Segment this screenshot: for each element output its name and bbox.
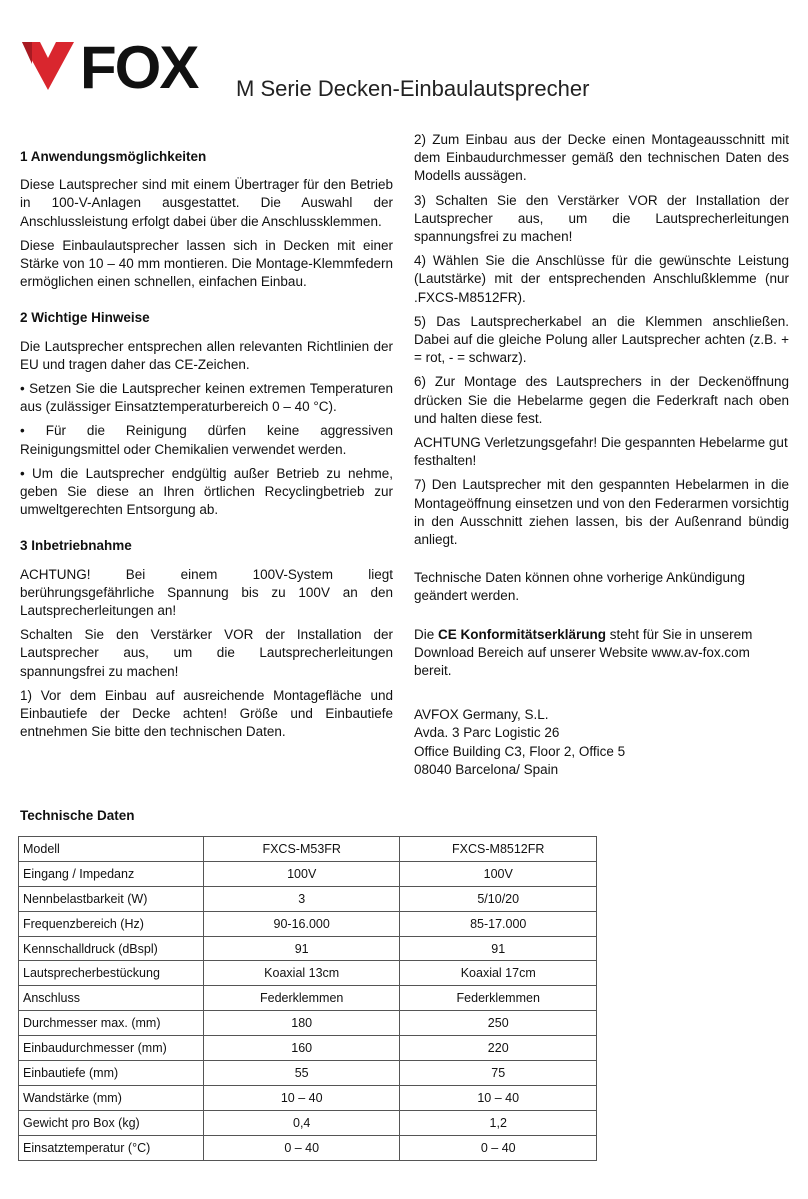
- ce-bold-text: CE Konformitätserklärung: [438, 626, 607, 642]
- section-heading: 2 Wichtige Hinweise: [20, 310, 150, 326]
- warning-paragraph: ACHTUNG Verletzungsgefahr! Die gespannten Hebelarme gut festhalten!: [414, 435, 788, 469]
- spec-label: Frequenzbereich (Hz): [19, 911, 204, 936]
- fox-logo: [22, 38, 232, 92]
- fox-logo-graphic: [22, 38, 232, 92]
- spec-value-m53: 160: [203, 1036, 400, 1061]
- spec-value-m53: 90-16.000: [203, 911, 400, 936]
- spec-label: Anschluss: [19, 986, 204, 1011]
- table-row: [19, 886, 597, 911]
- specs-table: [18, 836, 597, 1161]
- notice-paragraph: Technische Daten können ohne vorherige Ankündigung geändert werden.: [414, 570, 745, 604]
- table-row: [19, 837, 597, 862]
- spec-value-m8512: 85-17.000: [400, 911, 597, 936]
- step-1: 1) Vor dem Einbau auf ausreichende Montagefläche und Einbautiefe der Decke achten! Größe und Einbautiefe entnehmen Sie bitte den technischen Daten.: [20, 687, 393, 740]
- spec-value-m53: Koaxial 13cm: [203, 961, 400, 986]
- warning-paragraph: ACHTUNG! Bei einem 100V-System liegt berührungsgefährliche Spannung bis zu 100V an den Lautsprecherleitungen an!: [20, 566, 393, 619]
- spec-value-m53: 100V: [203, 861, 400, 886]
- spec-value-m8512: 10 – 40: [400, 1085, 597, 1110]
- table-row: [19, 986, 597, 1011]
- table-row: [19, 1135, 597, 1160]
- table-row: [19, 861, 597, 886]
- ce-prefix: Die: [414, 626, 439, 642]
- section-heading: 3 Inbetriebnahme: [20, 538, 132, 554]
- spec-label: Durchmesser max. (mm): [19, 1011, 204, 1036]
- section-heading: 1 Anwendungsmöglichkeiten: [20, 149, 207, 164]
- table-row: [19, 1110, 597, 1135]
- spec-label: Einsatztemperatur (°C): [19, 1135, 204, 1160]
- paragraph: Diese Einbaulautsprecher lassen sich in Decken mit einer Stärke von 10 – 40 mm montieren. Die Montage-Klemmfedern ermöglichen einen schnellen, einfachen Einbau.: [20, 237, 393, 290]
- spec-value-m53: 0,4: [203, 1110, 400, 1135]
- section-hinweise: [20, 309, 393, 519]
- spec-value-m53: 55: [203, 1061, 400, 1086]
- spec-label: Wandstärke (mm): [19, 1085, 204, 1110]
- step-5: 5) Das Lautsprecherkabel an die Klemmen anschließen. Dabei auf die gleiche Polung aller Lautsprecher achten (z.B. + = rot, - = schwarz).: [414, 313, 789, 366]
- spec-label: Lautsprecherbestückung: [19, 961, 204, 986]
- right-column: [414, 131, 789, 779]
- spec-value-m8512: 250: [400, 1011, 597, 1036]
- address-line: Office Building C3, Floor 2, Office 5: [414, 743, 626, 759]
- spec-value-m53: 3: [203, 886, 400, 911]
- spec-value-m8512: 0 – 40: [400, 1135, 597, 1160]
- step-2: 2) Zum Einbau aus der Decke einen Montageausschnitt mit dem Einbaudurchmesser gemäß den technischen Daten des Modells aussägen.: [414, 132, 789, 184]
- company-address: [414, 706, 789, 779]
- step-3: 3) Schalten Sie den Verstärker VOR der Installation der Lautsprecher aus, um die Lautsprecherleitungen spannungsfrei zu machen!: [414, 192, 789, 245]
- spec-value-m8512: FXCS-M8512FR: [400, 837, 597, 862]
- page-title: M Serie Decken-Einbaulautsprecher: [236, 76, 590, 101]
- specs-title: Technische Daten: [20, 808, 135, 823]
- spec-label: Einbaudurchmesser (mm): [19, 1036, 204, 1061]
- spec-label: Eingang / Impedanz: [19, 861, 204, 886]
- section-anwendung: [20, 148, 393, 291]
- table-row: [19, 961, 597, 986]
- spec-value-m53: 0 – 40: [203, 1135, 400, 1160]
- spec-value-m8512: 75: [400, 1061, 597, 1086]
- spec-value-m8512: 91: [400, 936, 597, 961]
- spec-label: Gewicht pro Box (kg): [19, 1110, 204, 1135]
- address-line: 08040 Barcelona/ Spain: [414, 761, 559, 777]
- bullet-item: • Für die Reinigung dürfen keine aggressiven Reinigungsmittel oder Chemikalien verwendet werden.: [20, 423, 393, 457]
- spec-value-m8512: Federklemmen: [400, 986, 597, 1011]
- spec-label: Nennbelastbarkeit (W): [19, 886, 204, 911]
- spec-label: Einbautiefe (mm): [19, 1061, 204, 1086]
- spec-value-m8512: 5/10/20: [400, 886, 597, 911]
- left-column: [20, 148, 393, 759]
- section-inbetriebnahme: [20, 537, 393, 741]
- paragraph: Diese Lautsprecher sind mit einem Übertrager für den Betrieb in 100-V-Anlagen ausgestattet. Die Auswahl der Anschlussleistung erfolgt dabei über die Anschlussklemmen.: [20, 177, 393, 229]
- fox-logo-text: FOX: [80, 38, 198, 92]
- table-row: [19, 936, 597, 961]
- table-row: [19, 1036, 597, 1061]
- ce-paragraph: [414, 626, 789, 681]
- paragraph: Schalten Sie den Verstärker VOR der Installation der Lautsprecher aus, um die Lautsprecherleitungen spannungsfrei zu machen!: [20, 627, 393, 679]
- table-row: [19, 1011, 597, 1036]
- page-header: [22, 38, 802, 101]
- bullet-item: • Setzen Sie die Lautsprecher keinen extremen Temperaturen aus (zulässiger Einsatztemperaturbereich 0 – 40 °C).: [20, 381, 393, 415]
- step-4: 4) Wählen Sie die Anschlüsse für die gewünschte Leistung (Lautstärke) mit der entsprechenden Anschlußklemme (nur .FXCS-M8512FR).: [414, 253, 789, 305]
- spec-value-m53: 180: [203, 1011, 400, 1036]
- step-7: 7) Den Lautsprecher mit den gespannten Hebelarmen in die Montageöffnung einsetzen und von den Federarmen vorsichtig in den Ausschnitt ziehen lassen, bis der Außenrand bündig anliegt.: [414, 477, 789, 548]
- spec-value-m53: 91: [203, 936, 400, 961]
- table-row: [19, 911, 597, 936]
- address-line: AVFOX Germany, S.L.: [414, 707, 549, 723]
- address-line: Avda. 3 Parc Logistic 26: [414, 725, 560, 741]
- table-row: [19, 1061, 597, 1086]
- spec-value-m8512: 100V: [400, 861, 597, 886]
- spec-label: Modell: [19, 837, 204, 862]
- spec-value-m53: FXCS-M53FR: [203, 837, 400, 862]
- bullet-item: • Um die Lautsprecher endgültig außer Betrieb zu nehme, geben Sie diese an Ihren örtlichen Recyclingbetrieb zur umweltgerechten Entsorgung ab.: [20, 465, 393, 518]
- table-row: [19, 1085, 597, 1110]
- paragraph: Die Lautsprecher entsprechen allen relevanten Richtlinien der EU und tragen daher das CE-Zeichen.: [20, 338, 393, 372]
- ce-suffix: steht für Sie in unserem Download Bereich auf unserer Website www.av-fox.com bereit.: [414, 626, 753, 679]
- spec-value-m8512: 1,2: [400, 1110, 597, 1135]
- spec-value-m8512: Koaxial 17cm: [400, 961, 597, 986]
- spec-value-m53: 10 – 40: [203, 1085, 400, 1110]
- step-6: 6) Zur Montage des Lautsprechers in der Deckenöffnung drücken Sie die Hebelarme gegen die Federkraft nach oben und halten diese fest.: [414, 374, 789, 426]
- spec-value-m53: Federklemmen: [203, 986, 400, 1011]
- spec-label: Kennschalldruck (dBspl): [19, 936, 204, 961]
- spec-value-m8512: 220: [400, 1036, 597, 1061]
